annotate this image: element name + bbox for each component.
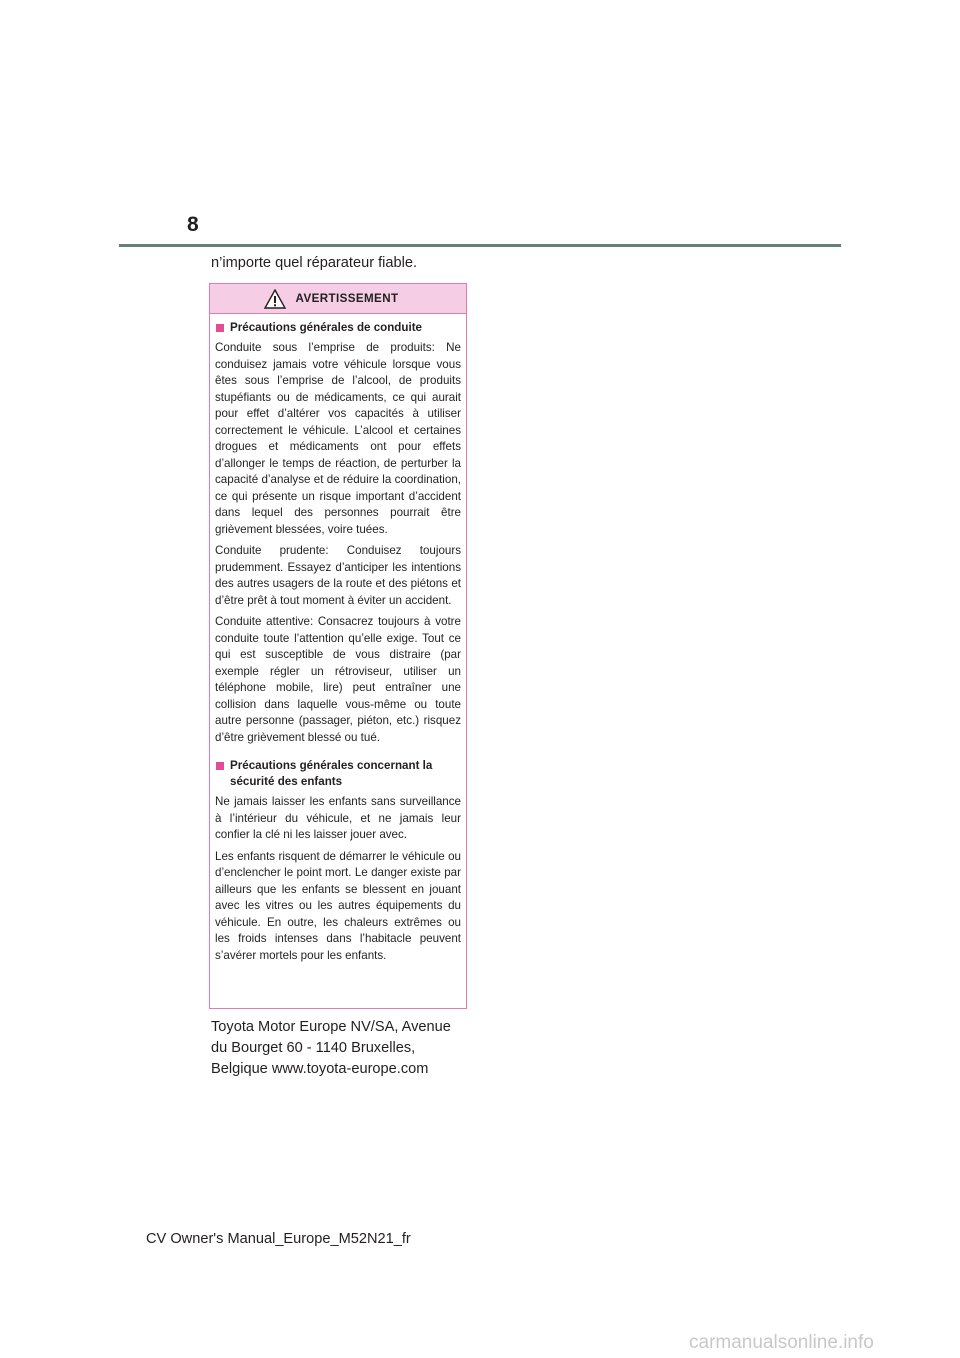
section-gap (215, 751, 461, 758)
watermark: carmanualsonline.info (689, 1332, 874, 1353)
section-heading (215, 320, 461, 336)
warning-triangle-icon (264, 289, 286, 309)
warning-section-children (215, 758, 461, 964)
manual-id: CV Owner's Manual_Europe_M52N21_fr (146, 1231, 411, 1247)
manufacturer-address: Toyota Motor Europe NV/SA, Avenue du Bourget 60 - 1140 Bruxelles, Belgique www.toyota-europe.com (211, 1019, 451, 1077)
bullet-square-icon (216, 324, 224, 332)
paragraph: Les enfants risquent de démarrer le véhicule ou d’enclencher le point mort. Le danger existe par ailleurs que les enfants se blessent en jouant avec les vitres ou les autres équipements du véhicule. En outre, les chaleurs extrêmes ou les froids intenses dans l’habitacle peuvent s’avérer mortels pour les enfants. (215, 849, 461, 962)
paragraph: Ne jamais laisser les enfants sans surveillance à l’intérieur du véhicule, et ne jamais leur confier la clé ni les laisser jouer avec. (215, 795, 461, 841)
paragraph: Conduite attentive: Consacrez toujours à votre conduite toute l’attention qu’elle exige. Tout ce qui est susceptible de vous distraire (par exemple régler un rétroviseur, utiliser un téléphone mobile, lire) peut entraîner une collision dans laquelle vous-même ou toute autre personne (passager, piéton, etc.) risquez d’être grièvement blessé ou tué. (215, 615, 461, 744)
paragraph: Conduite sous l’emprise de produits: Ne conduisez jamais votre véhicule lorsque vous êtes sous l’emprise de l’alcool, de produits stupéfiants ou de médicaments, ce qui aurait pour effet d’altérer vos capacités à utiliser correctement le véhicule. L’alcool et certaines drogues et médicaments ont pour effets d’allonger le temps de réaction, de perturber la capacité d’analyse et de réduire la coordination, ce qui présente un risque important d’accident dans lequel des personnes pourrait être grièvement blessées, voire tuées. (215, 341, 461, 536)
intro-text: n’importe quel réparateur fiable. (211, 255, 418, 271)
paragraph: Conduite prudente: Conduisez toujours prudemment. Essayez d’anticiper les intentions des autres usagers de la route et des piétons et d’être prêt à tout moment à éviter un accident. (215, 544, 461, 607)
warning-body (210, 314, 466, 964)
section-heading-text: Précautions générales de conduite (230, 321, 422, 334)
warning-title: AVERTISSEMENT (295, 292, 399, 305)
warning-header (210, 284, 466, 314)
warning-section-driving (215, 320, 461, 746)
warning-box (209, 283, 467, 1009)
section-heading (215, 758, 461, 790)
bullet-square-icon (216, 762, 224, 770)
section-heading-text: Précautions générales concernant la sécurité des enfants (230, 759, 433, 788)
header-divider (119, 244, 841, 247)
page-number: 8 (187, 213, 199, 236)
